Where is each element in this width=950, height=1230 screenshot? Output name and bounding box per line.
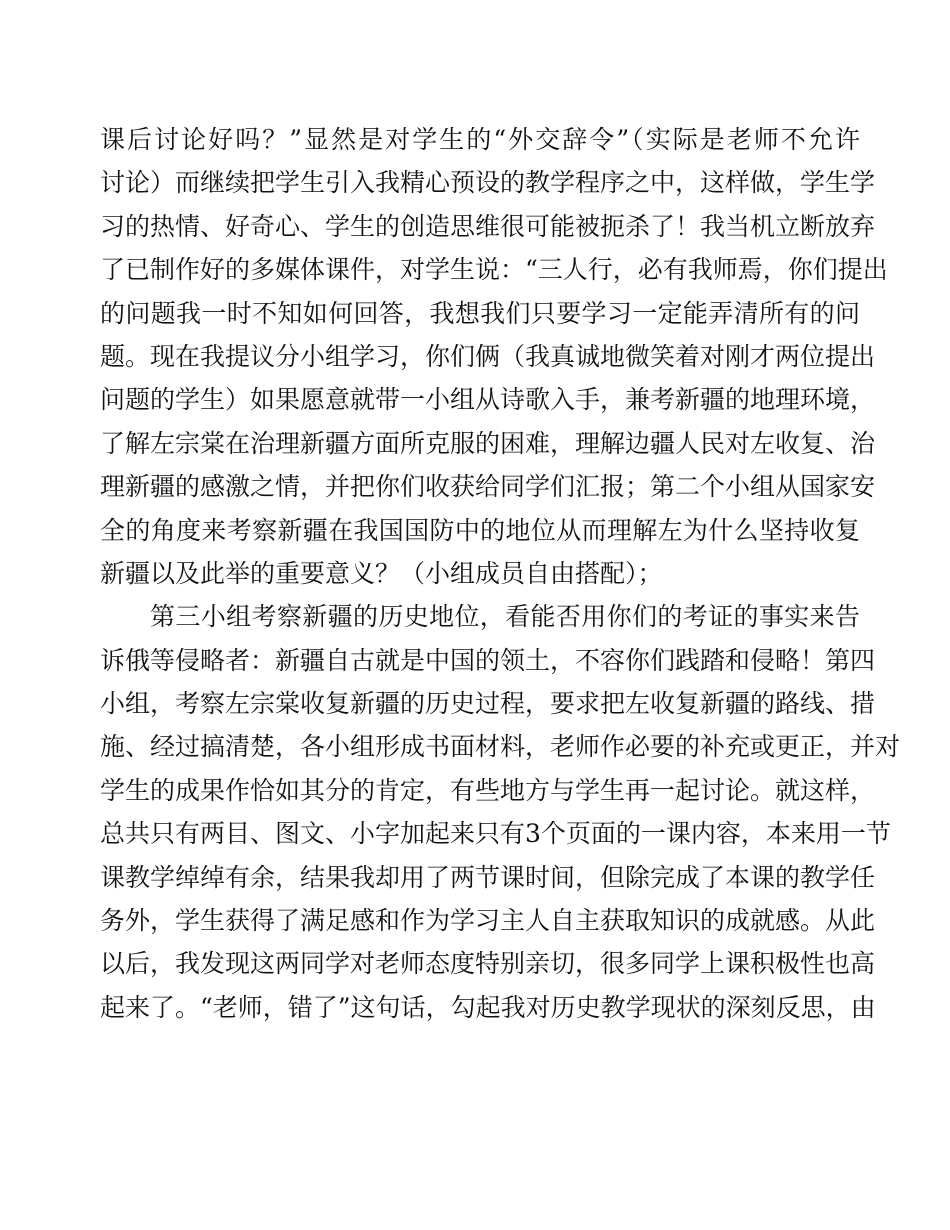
- paragraph-1-line-9: 理新疆的感激之情，并把你们收获给同学们汇报；第二个小组从国家安: [100, 472, 876, 502]
- body-text: [100, 118, 901, 1029]
- paragraph-2-line-5: 学生的成果作恰如其分的肯定，有些地方与学生再一起讨论。就这样，: [100, 775, 876, 805]
- paragraph-2-line-3: 小组，考察左宗棠收复新疆的历史过程，要求把左收复新疆的路线、措: [100, 689, 876, 719]
- paragraph-1-line-5: 的问题我一时不知如何回答，我想我们只要学习一定能弄清所有的问: [100, 298, 860, 328]
- paragraph-1-line-1: 课后讨论好吗？”显然是对学生的“外交辞令”（实际是老师不允许: [100, 125, 860, 154]
- paragraph-1-line-7: 问题的学生）如果愿意就带一小组从诗歌入手，兼考新疆的地理环境，: [100, 385, 876, 415]
- paragraph-1-line-8: 了解左宗棠在治理新疆方面所克服的困难，理解边疆人民对左收复、治: [100, 428, 876, 458]
- paragraph-1-line-10: 全的角度来考察新疆在我国国防中的地位从而理解左为什么坚持收复: [100, 515, 860, 545]
- paragraph-2-line-2: 诉俄等侵略者：新疆自古就是中国的领土，不容你们践踏和侵略！第四: [100, 645, 876, 675]
- paragraph-2-line-1: 第三小组考察新疆的历史地位，看能否用你们的考证的事实来告: [150, 602, 860, 632]
- paragraph-2-line-4: 施、经过搞清楚，各小组形成书面材料，老师作必要的补充或更正，并对: [100, 732, 901, 762]
- paragraph-1-line-11: 新疆以及此举的重要意义？（小组成员自由搭配）；: [100, 558, 663, 588]
- paragraph-1-line-3: 习的热情、好奇心、学生的创造思维很可能被扼杀了！我当机立断放弃: [100, 211, 876, 241]
- paragraph-2-line-10: 起来了。“老师，错了”这句话，勾起我对历史教学现状的深刻反思，由: [100, 992, 876, 1022]
- paragraph-1-line-2: 讨论）而继续把学生引入我精心预设的教学程序之中，这样做，学生学: [100, 168, 876, 198]
- paragraph-2-line-9: 以后，我发现这两同学对老师态度特别亲切，很多同学上课积极性也高: [100, 949, 876, 979]
- paragraph-2-line-6: 总共只有两目、图文、小字加起来只有3个页面的一课内容，本来用一节: [100, 819, 891, 849]
- paragraph-2-line-8: 务外，学生获得了满足感和作为学习主人自主获取知识的成就感。从此: [100, 906, 876, 936]
- paragraph-2-line-7: 课教学绰绰有余，结果我却用了两节课时间，但除完成了本课的教学任: [100, 862, 876, 892]
- paragraph-1-line-4: 了已制作好的多媒体课件，对学生说：“三人行，必有我师焉，你们提出: [100, 255, 888, 285]
- paragraph-1-line-6: 题。现在我提议分小组学习，你们俩（我真诚地微笑着对刚才两位提出: [100, 341, 876, 371]
